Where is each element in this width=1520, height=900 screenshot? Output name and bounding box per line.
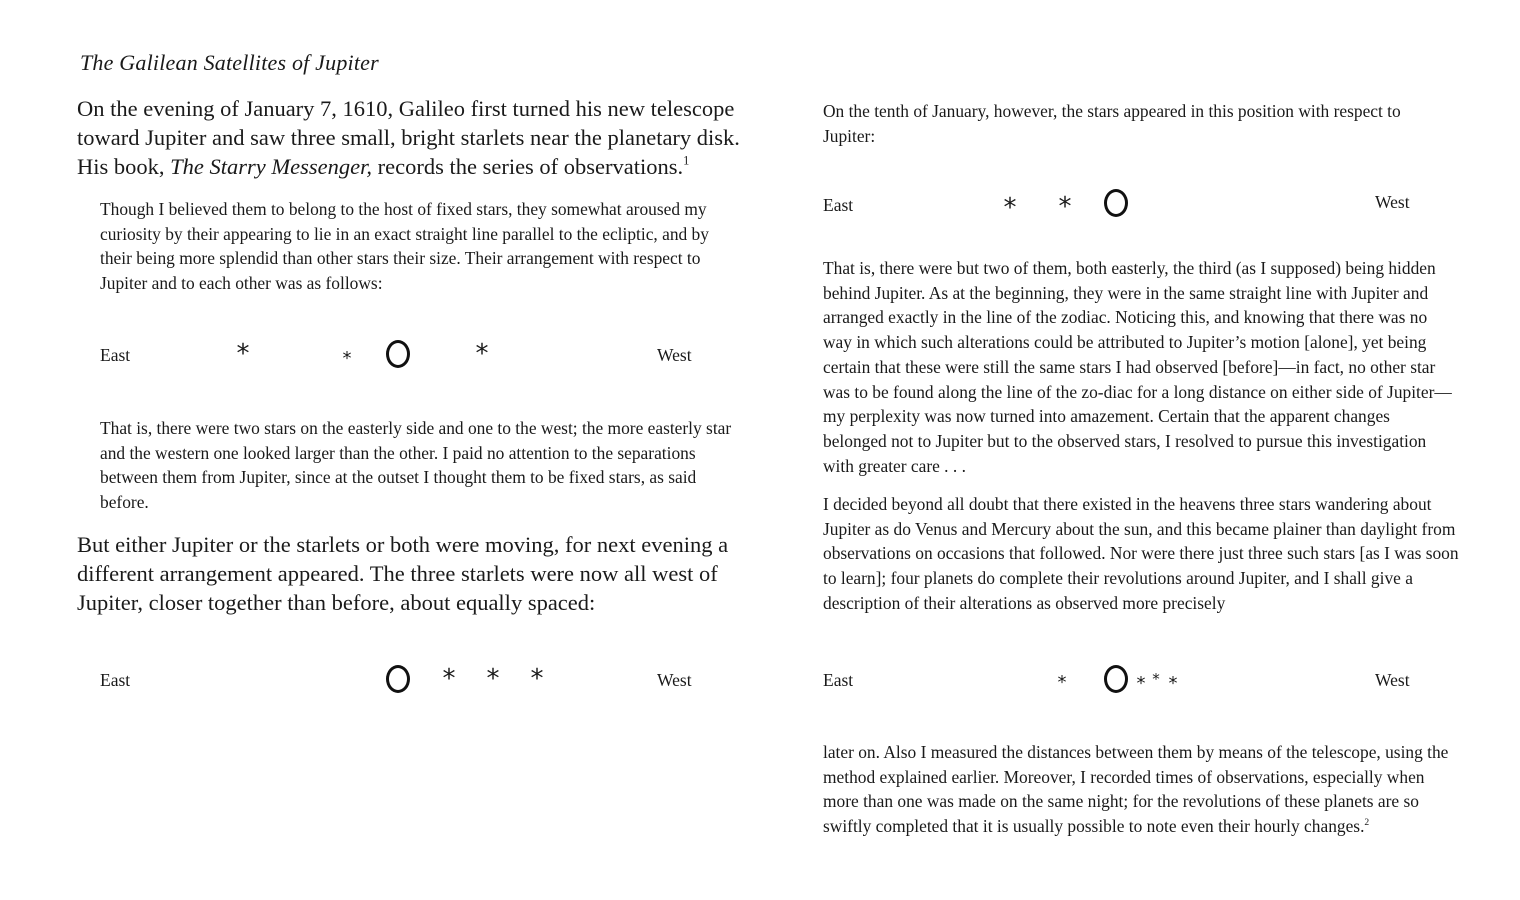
jupiter-icon	[1104, 665, 1128, 693]
star-icon: *	[1136, 673, 1146, 694]
star-icon: *	[342, 348, 352, 369]
jupiter-icon	[386, 340, 410, 368]
star-icon: *	[1168, 673, 1178, 694]
star-icon: *	[1057, 672, 1067, 693]
quote-block-1: Though I believed them to belong to the host of fixed stars, they somewhat aroused my curiosity by their appearing to lie in an exact straight line parallel to the ecliptic, and by their being more splendid than other stars their size. Their arrangement with respect to Jupiter and to each other was as follows:	[100, 199, 709, 294]
west-label: West	[657, 670, 692, 690]
star-icon: *	[442, 664, 456, 694]
east-label: East	[823, 670, 854, 690]
quote-block-6	[823, 740, 1463, 839]
star-icon: *	[1152, 670, 1160, 688]
diagram-jan-8	[0, 662, 760, 702]
star-icon: *	[1003, 193, 1017, 223]
quote-block-3: On the tenth of January, however, the stars appeared in this position with respect to Jupiter:	[823, 101, 1401, 146]
west-label: West	[1375, 192, 1410, 212]
star-icon: *	[1058, 192, 1072, 222]
diagram-later	[760, 662, 1520, 702]
east-label: East	[100, 670, 131, 690]
diagram-jan-10	[760, 187, 1520, 227]
jupiter-icon	[386, 665, 410, 693]
intro-text-before: On the evening of January 7, 1610, Galileo first turned his new telescope toward Jupiter and saw three small, bright starlets near the planetary disk. His book,	[77, 96, 740, 179]
east-label: East	[823, 195, 854, 215]
west-label: West	[1375, 670, 1410, 690]
running-head: The Galilean Satellites of Jupiter	[80, 50, 379, 75]
footnote-mark-1: 1	[683, 153, 690, 168]
intro-paragraph	[77, 94, 747, 181]
quote-6-text: later on. Also I measured the distances between them by means of the telescope, using the method explained earlier. Moreover, I recorded times of observations, especially when more than one was made on the same night; for the revolutions of these planets are so swiftly completed that it is usually possible to note even their hourly changes.	[823, 742, 1449, 837]
star-icon: *	[236, 339, 250, 369]
book-title: The Starry Messenger,	[170, 154, 372, 179]
quote-block-2: That is, there were two stars on the easterly side and one to the west; the more easterly star and the western one looked larger than the other. I paid no attention to the separations between them from Jupiter, since at the outset I thought them to be fixed stars, as said before.	[100, 418, 732, 513]
star-icon: *	[475, 339, 489, 369]
footnote-mark-2: 2	[1364, 816, 1370, 828]
intro-text-after: records the series of observations.	[372, 154, 684, 179]
star-icon: *	[486, 664, 500, 694]
right-page	[760, 0, 1520, 900]
quote-block-5: I decided beyond all doubt that there existed in the heavens three stars wandering about Jupiter as do Venus and Mercury about the sun, and this became plainer than daylight from observations on occasions that followed. Nor were there just three such stars [as I was soon to learn]; four planets do complete their revolutions around Jupiter, and I shall give a description of their alterations as observed more precisely	[823, 494, 1459, 613]
east-label: East	[100, 345, 131, 365]
narration-paragraph: But either Jupiter or the starlets or both were moving, for next evening a different arrangement appeared. The three starlets were now all west of Jupiter, closer together than before, about equally spaced:	[77, 532, 729, 615]
diagram-jan-7	[0, 337, 760, 377]
west-label: West	[657, 345, 692, 365]
quote-block-4: That is, there were but two of them, both easterly, the third (as I supposed) being hidden behind Jupiter. As at the beginning, they were in the same straight line with Jupiter and arranged exactly in the line of the zodiac. Noticing this, and knowing that there was no way in which such alterations could be attributed to Jupiter’s motion [alone], yet being certain that these were still the same stars I had observed [before]—in fact, no other star was to be found along the line of the zo-diac for a long distance on either side of Jupiter—my perplexity was now turned into amazement. Certain that the apparent changes belonged not to Jupiter but to the observed stars, I resolved to pursue this investigation with greater care . . .	[823, 258, 1452, 476]
jupiter-icon	[1104, 189, 1128, 217]
star-icon: *	[530, 664, 544, 694]
